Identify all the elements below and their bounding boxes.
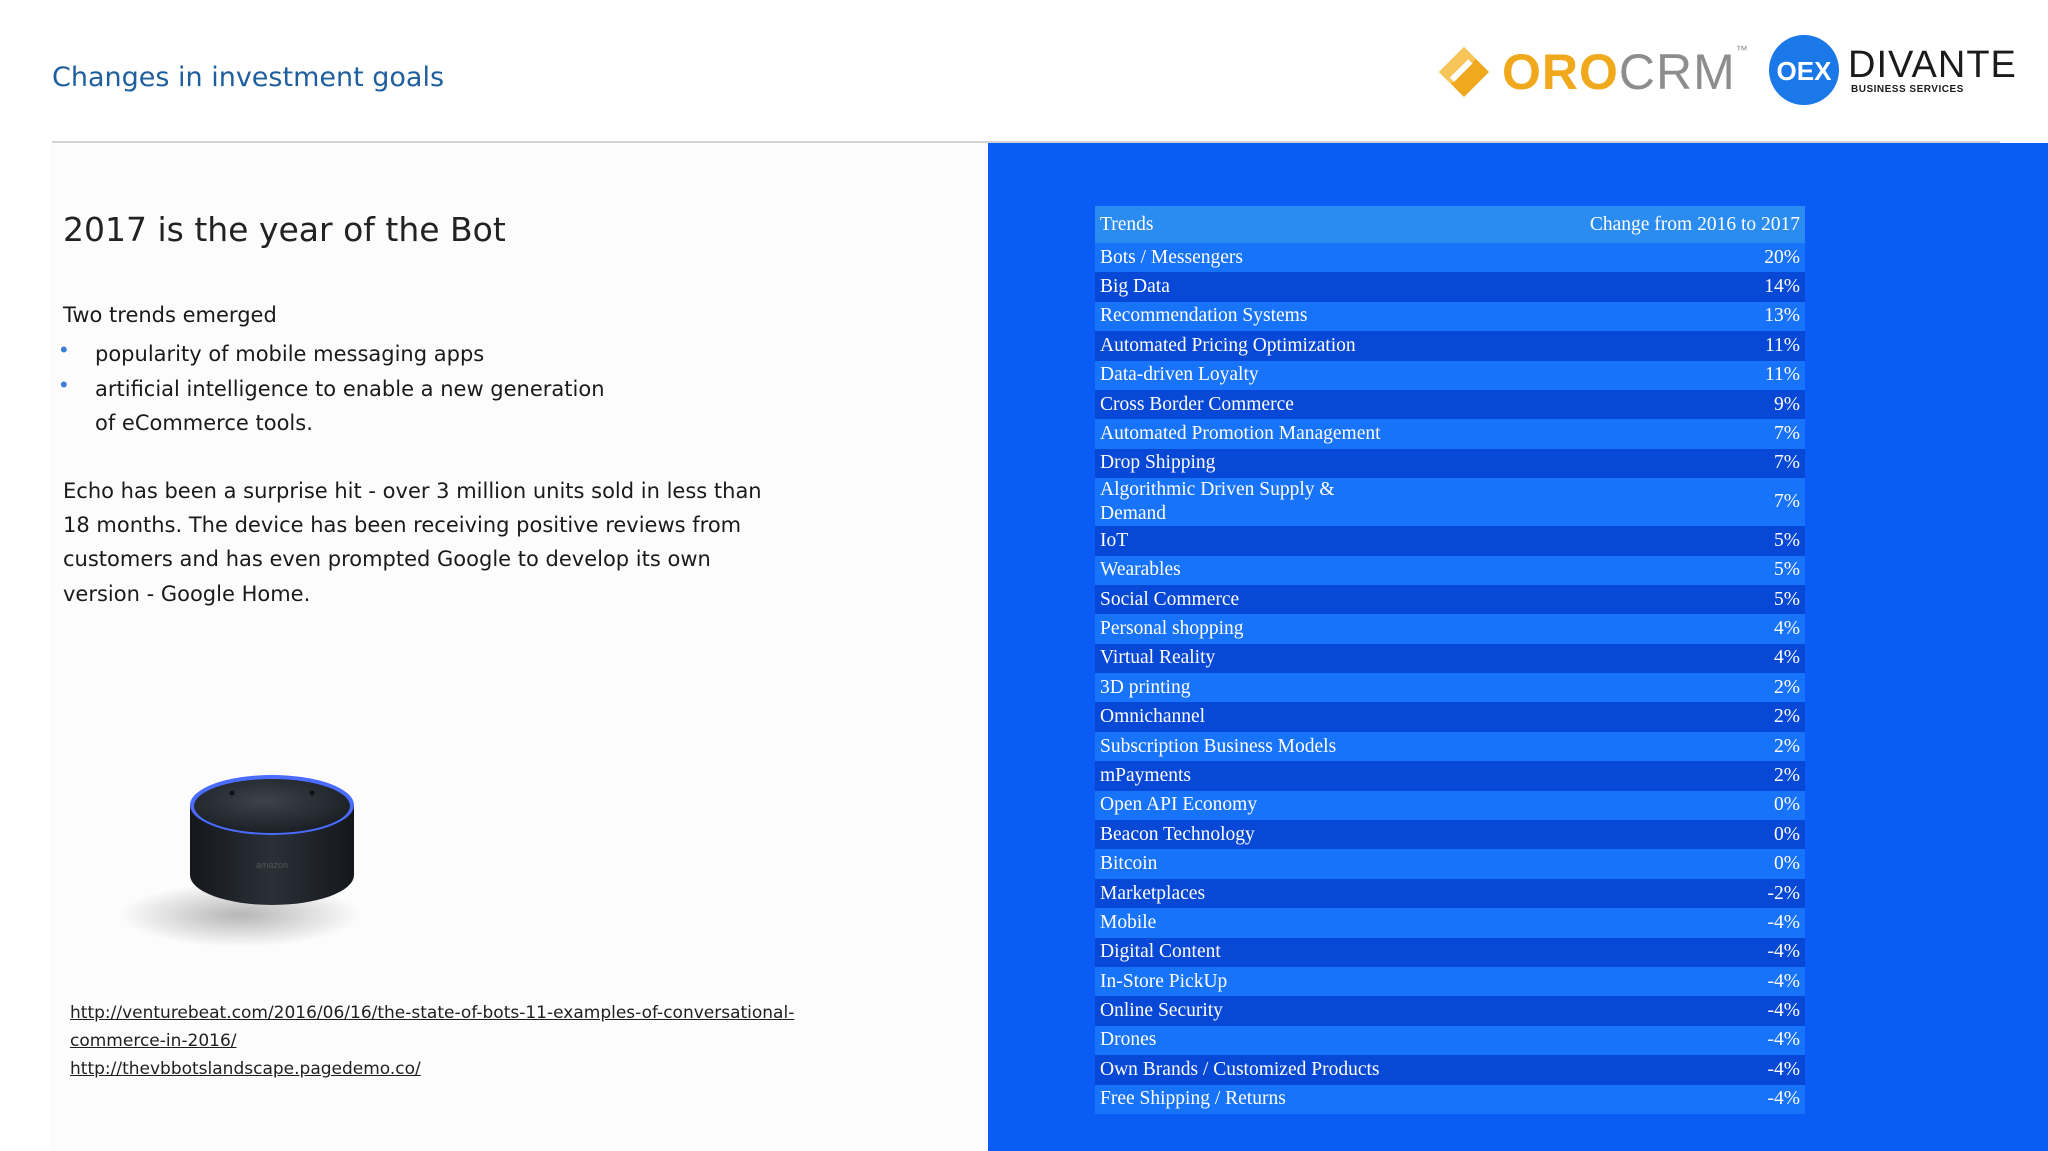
table-row — [1095, 761, 1805, 790]
trend-change: 4% — [1774, 647, 1800, 669]
trend-change: 11% — [1764, 334, 1800, 356]
table-row — [1095, 908, 1805, 937]
trend-name-line: Algorithmic Driven Supply & — [1100, 479, 1335, 501]
trend-name: Virtual Reality — [1100, 647, 1216, 669]
amazon-echo-dot-image — [110, 755, 380, 955]
trend-change: -2% — [1767, 882, 1800, 904]
echo-brand-label: amazon — [255, 860, 289, 870]
table-row — [1095, 556, 1805, 585]
trend-name — [1095, 478, 1499, 526]
table-row — [1095, 614, 1805, 643]
trend-change: 5% — [1774, 529, 1800, 551]
bullet-dot: • — [60, 337, 68, 362]
orocrm-crm-text: CRM — [1618, 44, 1736, 100]
trend-change: 7% — [1774, 423, 1800, 445]
divante-name: DIVANTE — [1848, 43, 2017, 86]
trend-name: Automated Promotion Management — [1100, 423, 1381, 445]
table-row — [1095, 272, 1805, 301]
trend-change: 5% — [1774, 588, 1800, 610]
trend-change: 0% — [1774, 823, 1800, 845]
source-link[interactable]: http://thevbbotslandscape.pagedemo.co/ — [70, 1059, 421, 1079]
header-trends: Trends — [1095, 206, 1499, 243]
trend-name: Big Data — [1100, 276, 1170, 298]
trend-change: 13% — [1764, 305, 1800, 327]
trend-name: Subscription Business Models — [1100, 735, 1337, 757]
trend-change: 2% — [1774, 735, 1800, 757]
divante-logo — [1768, 34, 2017, 106]
trend-change: -4% — [1767, 1000, 1800, 1022]
content-heading: 2017 is the year of the Bot — [63, 210, 506, 249]
trend-name: Recommendation Systems — [1100, 305, 1308, 327]
orocrm-oro-text: ORO — [1502, 44, 1619, 100]
table-row — [1095, 879, 1805, 908]
trend-name: Digital Content — [1100, 941, 1221, 963]
source-link[interactable]: commerce-in-2016/ — [70, 1031, 237, 1051]
trend-change: -4% — [1767, 941, 1800, 963]
trend-name: Beacon Technology — [1100, 823, 1255, 845]
table-row — [1095, 478, 1805, 526]
paragraph-line: customers and has even prompted Google to develop its own — [63, 547, 711, 571]
trend-change: 7% — [1774, 491, 1800, 513]
trend-change: 4% — [1774, 617, 1800, 639]
trend-change: 14% — [1764, 276, 1800, 298]
trend-change: 20% — [1764, 246, 1800, 268]
trends-table — [1095, 206, 1805, 1114]
trend-name: Marketplaces — [1100, 882, 1206, 904]
table-row — [1095, 1055, 1805, 1084]
table-row — [1095, 996, 1805, 1025]
trend-name: Online Security — [1100, 1000, 1223, 1022]
bullet-item-2: artificial intelligence to enable a new generation — [95, 377, 605, 401]
trend-change: 0% — [1774, 853, 1800, 875]
trend-change: 5% — [1774, 559, 1800, 581]
trend-change: -4% — [1767, 970, 1800, 992]
paragraph-line: 18 months. The device has been receiving positive reviews from — [63, 513, 742, 537]
table-row — [1095, 732, 1805, 761]
trend-change: 9% — [1774, 393, 1800, 415]
trend-name: Cross Border Commerce — [1100, 393, 1294, 415]
orocrm-wordmark — [1502, 43, 1749, 101]
table-row — [1095, 967, 1805, 996]
trend-name: Social Commerce — [1100, 588, 1240, 610]
table-row — [1095, 1026, 1805, 1055]
header-change: Change from 2016 to 2017 — [1499, 206, 1805, 243]
orocrm-diamond-icon — [1436, 44, 1492, 100]
trend-change: 11% — [1764, 364, 1800, 386]
orocrm-logo — [1436, 42, 1749, 102]
slide-title: Changes in investment goals — [52, 62, 445, 93]
bullet-item-1: popularity of mobile messaging apps — [95, 342, 485, 366]
divante-subtitle: BUSINESS SERVICES — [1851, 83, 1964, 95]
trend-change: 7% — [1774, 452, 1800, 474]
svg-text:OEX: OEX — [1776, 56, 1832, 86]
trend-name: Wearables — [1100, 559, 1181, 581]
trend-name: Drop Shipping — [1100, 452, 1216, 474]
trend-change: -4% — [1767, 1088, 1800, 1110]
trend-change: -4% — [1767, 911, 1800, 933]
source-links — [70, 999, 794, 1083]
trend-change: 2% — [1774, 706, 1800, 728]
trend-name: mPayments — [1100, 764, 1191, 786]
table-header-row — [1095, 206, 1805, 243]
paragraph-line: Echo has been a surprise hit - over 3 million units sold in less than — [63, 479, 762, 503]
trend-change: 2% — [1774, 676, 1800, 698]
trend-name: Bots / Messengers — [1100, 246, 1243, 268]
table-row — [1095, 791, 1805, 820]
trend-name: Automated Pricing Optimization — [1100, 334, 1356, 356]
trend-name: Omnichannel — [1100, 706, 1206, 728]
table-row — [1095, 243, 1805, 272]
trend-name: Mobile — [1100, 911, 1157, 933]
trend-name: Bitcoin — [1100, 853, 1158, 875]
trend-change: 0% — [1774, 794, 1800, 816]
table-row — [1095, 702, 1805, 731]
table-row — [1095, 331, 1805, 360]
trend-change: -4% — [1767, 1029, 1800, 1051]
table-row — [1095, 419, 1805, 448]
trend-name: 3D printing — [1100, 676, 1191, 698]
trend-name: IoT — [1100, 529, 1129, 551]
source-link[interactable]: http://venturebeat.com/2016/06/16/the-state-of-bots-11-examples-of-conversational- — [70, 1003, 795, 1023]
trend-change: 2% — [1774, 764, 1800, 786]
intro-text: Two trends emerged — [63, 303, 277, 327]
trend-name: In-Store PickUp — [1100, 970, 1228, 992]
table-row — [1095, 849, 1805, 878]
table-row — [1095, 820, 1805, 849]
trend-name: Open API Economy — [1100, 794, 1258, 816]
orocrm-tm: ™ — [1735, 43, 1749, 57]
table-row — [1095, 585, 1805, 614]
table-row — [1095, 1085, 1805, 1114]
table-row — [1095, 673, 1805, 702]
table-row — [1095, 644, 1805, 673]
trend-name-line: Demand — [1100, 503, 1167, 525]
divante-badge-icon — [1768, 34, 1840, 106]
table-row — [1095, 938, 1805, 967]
table-row — [1095, 449, 1805, 478]
trend-name: Own Brands / Customized Products — [1100, 1058, 1380, 1080]
bullet-dot: • — [60, 372, 68, 397]
bullet-item-2-cont: of eCommerce tools. — [95, 411, 313, 435]
table-row — [1095, 390, 1805, 419]
trend-name: Data-driven Loyalty — [1100, 364, 1259, 386]
trend-name: Drones — [1100, 1029, 1157, 1051]
trend-name: Personal shopping — [1100, 617, 1244, 639]
trend-name: Free Shipping / Returns — [1100, 1088, 1286, 1110]
paragraph-line: version - Google Home. — [63, 582, 311, 606]
table-row — [1095, 526, 1805, 555]
table-row — [1095, 302, 1805, 331]
table-row — [1095, 361, 1805, 390]
trend-change: -4% — [1767, 1058, 1800, 1080]
